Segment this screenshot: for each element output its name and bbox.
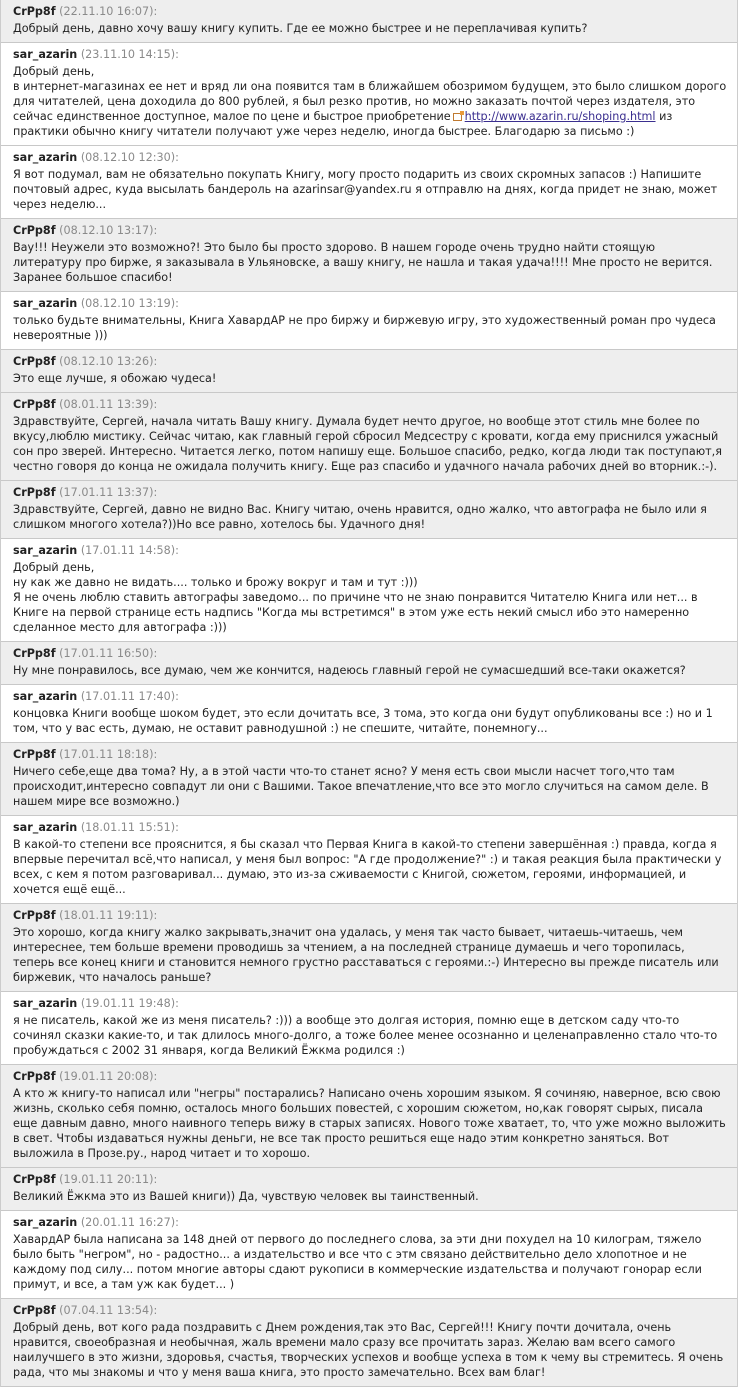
message-date: (17.01.11 17:40):: [80, 690, 179, 703]
message-text: концовка Книги вообще шоком будет, это если дочитать все, 3 тома, это когда они будут опубликованы все :) но и 1 том, что у вас есть, думаю, не оставит равнодушной :) не спешите, читайте, понемногу...: [13, 707, 713, 735]
message: [1, 685, 737, 743]
message-author: CrPp8f: [13, 224, 56, 237]
message-text: Здравствуйте, Сергей, давно не видно Вас. Книгу читаю, очень нравится, одно жалко, что автографа не было или я слишком многого хотела?))Но все равно, хотелось бы. Удачного дня!: [13, 503, 707, 531]
message-date: (08.12.10 13:17):: [59, 224, 158, 237]
message-author: sar_azarin: [13, 48, 78, 61]
message-text: Вау!!! Неужели это возможно?! Это было бы просто здорово. В нашем городе очень трудно найти стоящую литературу про бирже, я заказывала в Ульяновске, а вашу книгу, не нашла и такая удача!!!! Мне просто не верится. Заранее большое спасибо!: [13, 241, 713, 284]
message-author: sar_azarin: [13, 997, 78, 1010]
message-date: (17.01.11 16:50):: [59, 647, 158, 660]
message-date: (19.01.11 20:11):: [59, 1173, 158, 1186]
message-date: (19.01.11 19:48):: [80, 997, 179, 1010]
message: [1, 816, 737, 904]
message-date: (08.12.10 13:19):: [80, 297, 179, 310]
message: [1, 0, 737, 43]
message: [1, 743, 737, 816]
message-date: (18.01.11 19:11):: [59, 909, 158, 922]
message-date: (08.01.11 13:39):: [59, 398, 158, 411]
message-author: CrPp8f: [13, 1070, 56, 1083]
message-date: (22.11.10 16:07):: [59, 5, 158, 18]
message: [1, 146, 737, 219]
message-author: CrPp8f: [13, 486, 56, 499]
message: [1, 1299, 737, 1387]
message-text: я не писатель, какой же из меня писатель? :))) а вообще это долгая история, помню еще в детском саду что-то сочинял сказки какие-то, и так длилось много-долго, а тоже более менее осознанно и целенаправленно стало что-то пробуждаться с 2002 31 января, когда Великий Ёжкма родился :): [13, 1014, 718, 1057]
message-date: (08.12.10 12:30):: [80, 151, 179, 164]
message-text: только будьте внимательны, Книга ХавардАР не про биржу и биржевую игру, это художественный роман про чудеса невероятные ))): [13, 314, 716, 342]
message-author: sar_azarin: [13, 297, 78, 310]
message-text: Я вот подумал, вам не обязательно покупать Книгу, могу просто подарить из своих скромных запасов :) Напишите почтовый адрес, куда высылать бандероль на azarinsar@yandex.ru я отправлю на днях, когда придет не знаю, может через неделю...: [13, 168, 718, 211]
message-author: CrPp8f: [13, 398, 56, 411]
message: [1, 1211, 737, 1299]
message-date: (19.01.11 20:08):: [59, 1070, 158, 1083]
message-date: (07.04.11 13:54):: [59, 1304, 158, 1317]
message-author: CrPp8f: [13, 647, 56, 660]
message-date: (17.01.11 13:37):: [59, 486, 158, 499]
message-text: Здравствуйте, Сергей, начала читать Вашу книгу. Думала будет нечто другое, но вообще этот стиль мне более по вкусу,люблю мистику. Сейчас читаю, как главный герой сбросил Медсестру с кровати, когда ему приснился ужасный сон про зверей. Интересно. Читается легко, потом напишу еще. Большое спасибо, редко, когда люди так поступают,я честно говоря до конца не ожидала получить книгу. Еще раз спасибо и удачного начала рабочих дней во вторник.:-).: [13, 415, 722, 473]
message-author: CrPp8f: [13, 748, 56, 761]
message: [1, 904, 737, 992]
message-author: sar_azarin: [13, 544, 78, 557]
message: [1, 350, 737, 393]
message-text: Это хорошо, когда книгу жалко закрывать,значит она удалась, у меня так часто бывает, читаешь-читаешь, чем интереснее, тем больше времени проводишь за чтением, а на последней странице думаешь и чего торопилась, теперь все конец книги и становится немного грустно расставаться с героями.:-) Интересно вы прежде писатель или биржевик, что началось раньше?: [13, 926, 719, 984]
message-date: (17.01.11 18:18):: [59, 748, 158, 761]
message-author: CrPp8f: [13, 355, 56, 368]
message: [1, 1065, 737, 1168]
message-author: sar_azarin: [13, 821, 78, 834]
message-text-part: из практики обычно книгу читатели получают уже через неделю, иногда быстрее. Благодарю за письмо :): [13, 110, 673, 138]
message-author: CrPp8f: [13, 5, 56, 18]
external-link-icon: [453, 113, 462, 121]
message-author: sar_azarin: [13, 151, 78, 164]
message-date: (17.01.11 14:58):: [80, 544, 179, 557]
message: [1, 539, 737, 642]
message-text: В какой-то степени все прояснится, я бы сказал что Первая Книга в какой-то степени завершённая :) правда, когда я впервые перечитал всё,что написал, у меня был вопрос: "А где продолжение?" :) и такая реакция была практически у всех, с кем я потом разговаривал... думаю, это из-за сживаемости с Книгой, сюжетом, героями, информацией, и хочется ещё ещё...: [13, 838, 722, 896]
shop-link[interactable]: http://www.azarin.ru/shoping.html: [464, 110, 656, 123]
message-text: ХавардАР была написана за 148 дней от первого до последнего слова, за эти дни похудел на 10 килограм, тяжело было быть "негром", но - радостно... а издательство и все что с этм связано действительно дело хлопотное и не каждому под силу... потом многие авторы сдают рукописи в коммерческие издательства и получают гонорар если примут, и все, а там уж как будет... ): [13, 1233, 702, 1291]
message: [1, 992, 737, 1065]
message: [1, 481, 737, 539]
message-text: Это еще лучше, я обожаю чудеса!: [13, 372, 217, 385]
message: [1, 43, 737, 146]
message-date: (18.01.11 15:51):: [80, 821, 179, 834]
message-author: sar_azarin: [13, 690, 78, 703]
message-author: CrPp8f: [13, 1173, 56, 1186]
message-author: CrPp8f: [13, 909, 56, 922]
message: [1, 219, 737, 292]
message-author: CrPp8f: [13, 1304, 56, 1317]
message-author: sar_azarin: [13, 1216, 78, 1229]
message: [1, 642, 737, 685]
message-text-part: Добрый день, в интернет-магазинах ее нет и вряд ли она появится там в ближайшем обозримом будущем, это было слишком дорого для читателей, цена доходила до 800 рублей, я был резко против, но можно заказать почтой через издателя, это сейчас единственное доступное, малое по цене и быстрое приобретение: [13, 65, 727, 123]
message: [1, 292, 737, 350]
message-text: А кто ж книгу-то написал или "негры" постарались? Написано очень хорошим языком. Я сочиняю, наверное, всю свою жизнь, сколько себя помню, осталось много больших повестей, с хорошим сюжетом, но,как говорят сырых, писала еще давным давно, много наивного теперь вижу в старых записях. Нового тоже хватает, то, что уже можно выложить в свет. Чтобы издаваться нужны деньги, не все так просто решиться еще надо этим конкретно заняться. Вот выложила в Прозе.ру., народ читает и то хорошо.: [13, 1087, 726, 1160]
message-text: Добрый день, ну как же давно не видать.... только и брожу вокруг и там и тут :))) Я не очень люблю ставить автографы заведомо... по причине что не знаю понравится Читателю Книга или нет... в Книге на первой странице есть надпись "Когда мы встретимся" в этом уже есть некий смысл ибо это намеренно сделанное место для автографа :))): [13, 561, 698, 634]
message-text: Добрый день, вот кого рада поздравить с Днем рождения,так это Вас, Сергей!!! Книгу почти дочитала, очень нравится, своеобразная и необычная, жаль времени мало сразу все прочитать зараз. Желаю вам всего самого наилучшего в это жизни, здоровья, счастья, творческих успехов и вообще успеха в том к чему вы стремитесь. Я очень рада, что мы знакомы и что у меня ваша книга, это просто замечательно. Всех вам благ!: [13, 1321, 724, 1379]
message-date: (20.01.11 16:27):: [80, 1216, 179, 1229]
message-text: Ничего себе,еще два тома? Ну, а в этой части что-то станет ясно? У меня есть свои мысли насчет того,что там происходит,интересно совпадут ли они с Вашими. Такое впечатление,что все это могло случиться на самом деле. В нашем мире все возможно.): [13, 765, 709, 808]
message-text: [13, 64, 727, 139]
message-text: Ну мне понравилось, все думаю, чем же кончится, надеюсь главный герой не сумасшедший все-таки окажется?: [13, 664, 686, 677]
message-text: Великий Ёжкма это из Вашей книги)) Да, чувствую человек вы таинственный.: [13, 1190, 479, 1203]
message-date: (08.12.10 13:26):: [59, 355, 158, 368]
message-text: Добрый день, давно хочу вашу книгу купить. Где ее можно быстрее и не переплачивая купить?: [13, 22, 588, 35]
message: [1, 1168, 737, 1211]
message: [1, 393, 737, 481]
message-date: (23.11.10 14:15):: [80, 48, 179, 61]
